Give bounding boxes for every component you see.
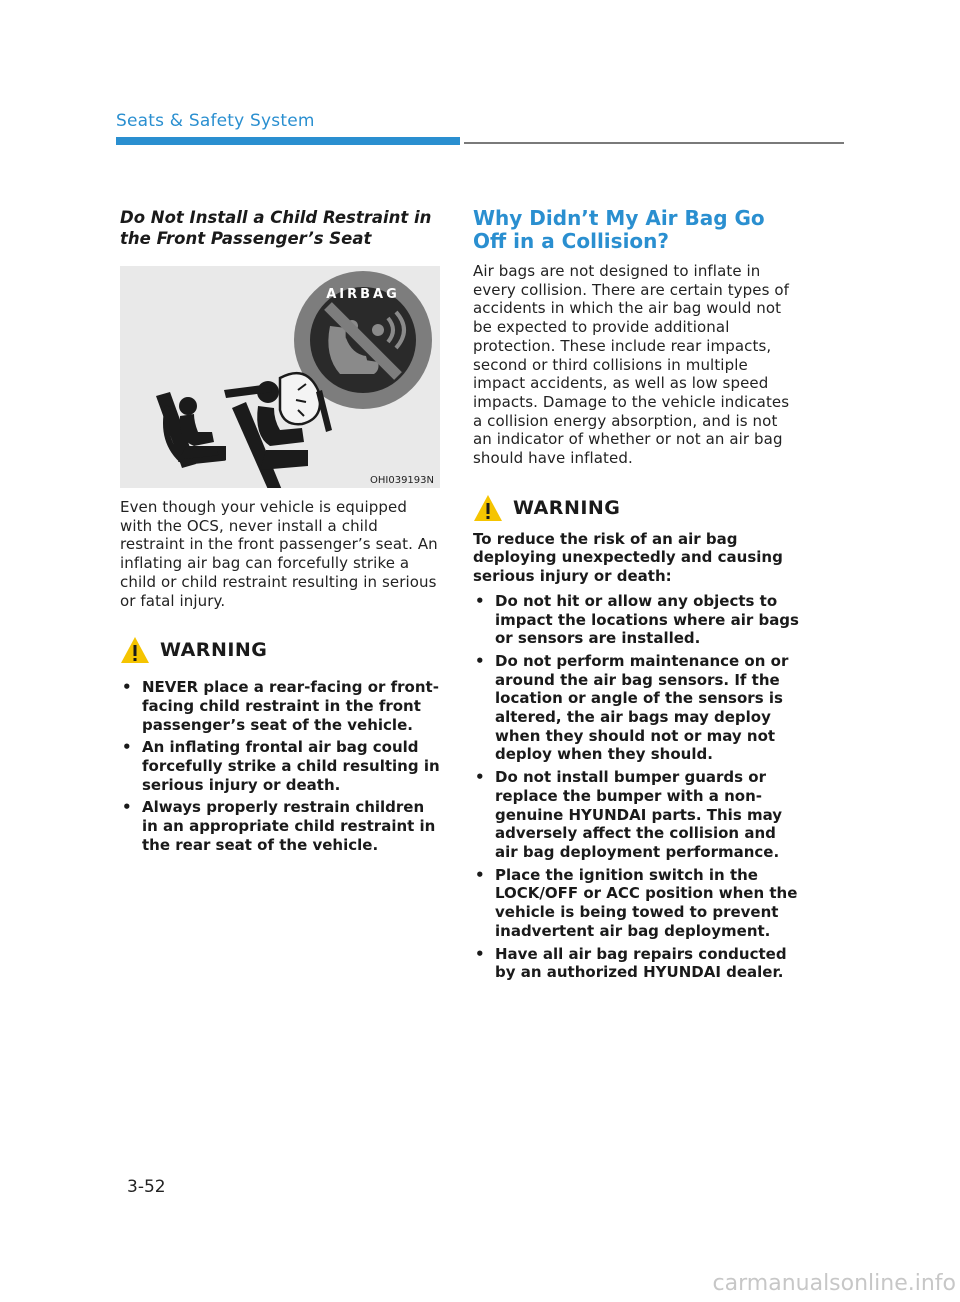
- section-title: Seats & Safety System: [116, 111, 315, 131]
- svg-text:AIRBAG: AIRBAG: [326, 287, 400, 302]
- right-paragraph: Air bags are not designed to inflate in every collision. There are certain types of accidents in which the air bag would not be expected to provide additional protection. These include rear impacts, second or third collisions in multiple impact accidents, as well as low speed impacts. Damage to the vehicle indicates a collision energy absorption, and is not an indicator of whether or not an air bag should have inflated.: [473, 262, 790, 468]
- left-warning-list: [120, 678, 442, 854]
- right-warning-intro: To reduce the risk of an air bag deploying unexpectedly and causing serious injury or death:: [473, 529, 783, 586]
- list-item: • NEVER place a rear-facing or front-facing child restraint in the front passenger’s seat of the vehicle.: [120, 678, 442, 734]
- header-rule: [464, 142, 844, 144]
- list-item: • An inflating frontal air bag could forcefully strike a child resulting in serious injury or death.: [120, 738, 442, 794]
- list-item: • Place the ignition switch in the LOCK/OFF or ACC position when the vehicle is being towed to prevent inadvertent air bag deployment.: [473, 866, 799, 941]
- warning-label: WARNING: [160, 639, 268, 662]
- figure-code: OHI039193N: [370, 475, 434, 486]
- list-item: • Have all air bag repairs conducted by an authorized HYUNDAI dealer.: [473, 945, 799, 982]
- right-column: [473, 207, 799, 986]
- left-paragraph: Even though your vehicle is equipped with the OCS, never install a child restraint in the front passenger’s seat. An inflating air bag can forcefully strike a child or child restraint resulting in serious or fatal injury.: [120, 498, 438, 610]
- warning-icon: [473, 494, 503, 522]
- airbag-warning-illustration: [120, 266, 440, 488]
- warning-label: WARNING: [513, 496, 621, 519]
- right-warning-header: [473, 494, 799, 522]
- header-rule-accent: [116, 137, 460, 145]
- list-item: • Do not install bumper guards or replace the bumper with a non-genuine HYUNDAI parts. This may adversely affect the collision and air bag deployment performance.: [473, 768, 799, 862]
- left-warning-header: [120, 636, 442, 664]
- left-subhead: Do Not Install a Child Restraint in the Front Passenger’s Seat: [120, 208, 432, 248]
- right-heading: Why Didn’t My Air Bag Go Off in a Collision?: [473, 206, 765, 253]
- list-item: • Do not hit or allow any objects to impact the locations where air bags or sensors are installed.: [473, 592, 799, 648]
- list-item: • Do not perform maintenance on or around the air bag sensors. If the location or angle of the sensors is altered, the air bags may deploy when they should not or may not deploy when they should.: [473, 652, 799, 764]
- right-warning-list: [473, 592, 799, 982]
- page-number: 3-52: [127, 1177, 166, 1197]
- list-item: • Always properly restrain children in an appropriate child restraint in the rear seat of the vehicle.: [120, 798, 442, 854]
- child-restraint-figure: [120, 266, 440, 488]
- left-column: [120, 207, 442, 859]
- warning-icon: [120, 636, 150, 664]
- watermark: carmanualsonline.info: [712, 1271, 956, 1296]
